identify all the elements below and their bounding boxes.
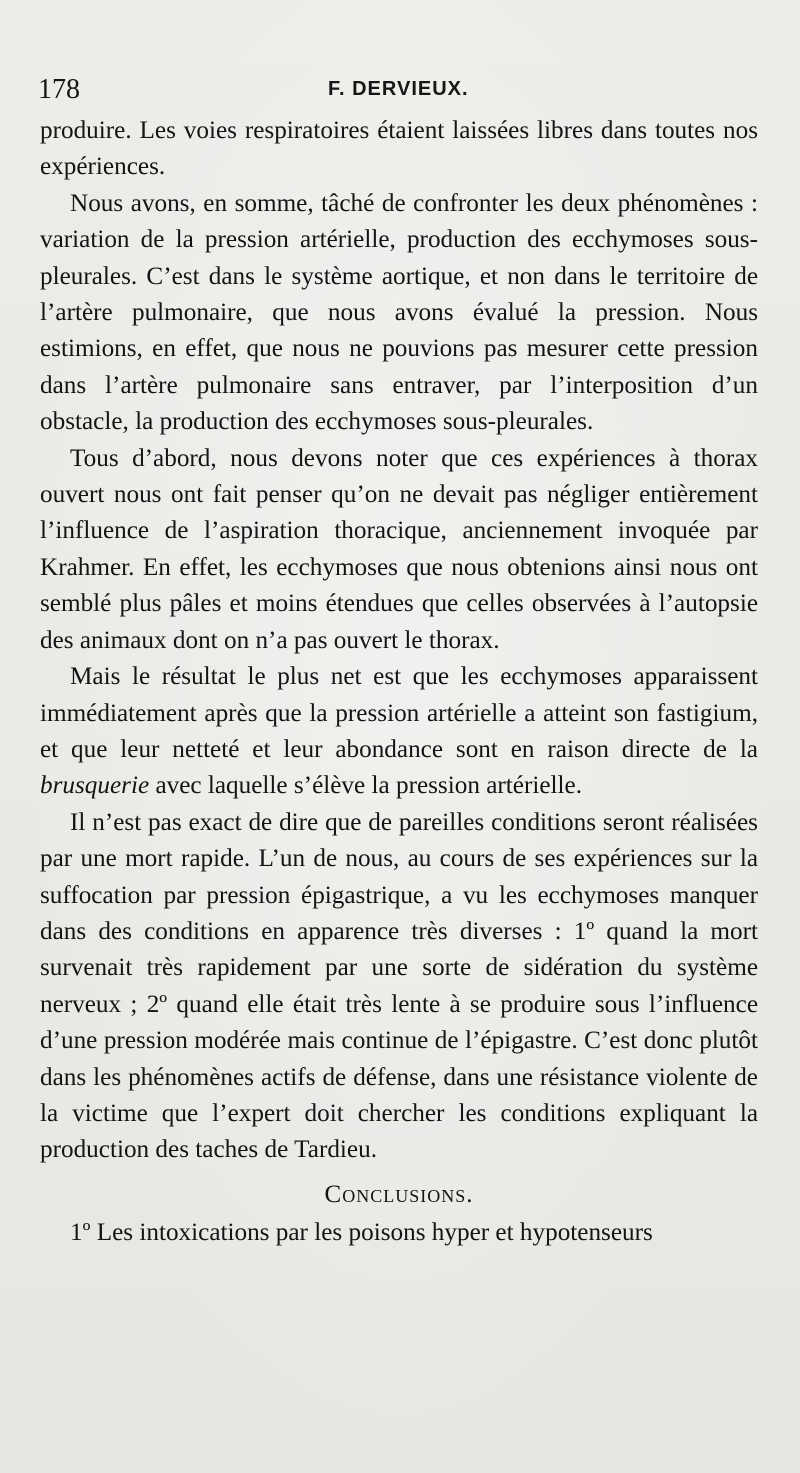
page-header [38, 74, 762, 108]
page-number: 178 [38, 74, 80, 105]
paragraph-6: 1º Les intoxications par les poisons hyper et hypotenseurs [70, 1218, 653, 1246]
paragraph-2: Nous avons, en somme, tâché de confronter les deux phénomènes : variation de la pression artérielle, production des ecchymoses sous-pleurales. C’est dans le système aortique, et non dans le territoire de l’artère pulmonaire, que nous avons évalué la pression. Nous estimions, en effet, que nous ne pouvions pas mesurer cette pression dans l’artère pulmonaire sans entraver, par l’interposition d’un obstacle, la production des ecchymoses sous-pleurales. [40, 189, 758, 436]
paragraph-4-text-b: avec laquelle s’élève la pression artérielle. [149, 772, 583, 800]
paragraph-1: produire. Les voies respiratoires étaient laissées libres dans toutes nos expériences. [40, 117, 758, 181]
paragraph-3: Tous d’abord, nous devons noter que ces expériences à thorax ouvert nous ont fait penser qu’on ne devait pas négliger entièrement l’influence de l’aspiration thoracique, anciennement invoquée par Krahmer. En effet, les ecchymoses que nous obtenions ainsi nous ont semblé plus pâles et moins étendues que celles observées à l’autopsie des animaux dont on n’a pas ouvert le thorax. [40, 444, 758, 654]
running-head: F. DERVIEUX. [328, 78, 469, 100]
paragraph-5: Il n’est pas exact de dire que de pareilles conditions seront réalisées par une mort rapide. L’un de nous, au cours de ses expériences sur la suffocation par pression épigastrique, a vu les ecchymoses manquer dans des conditions en apparence très diverses : 1º quand la mort survenait très rapidement par une sorte de sidération du système nerveux ; 2º quand elle était très lente à se produire sous l’influence d’une pression modérée mais continue de l’épigastre. C’est donc plutôt dans les phénomènes actifs de défense, dans une résistance violente de la victime que l’expert doit chercher les conditions expliquant la production des taches de Tardieu. [40, 808, 758, 1164]
body-text [40, 113, 758, 1251]
paragraph-4-text-a: Mais le résultat le plus net est que les ecchymoses apparaissent immédiatement après que la pression artérielle a atteint son fastigium, et que leur netteté et leur abondance sont en raison directe de la [40, 663, 758, 763]
paragraph-4 [40, 659, 758, 805]
paragraph-4-emphasis: brusquerie [40, 772, 150, 800]
section-title: Conclusions. [324, 1180, 474, 1208]
